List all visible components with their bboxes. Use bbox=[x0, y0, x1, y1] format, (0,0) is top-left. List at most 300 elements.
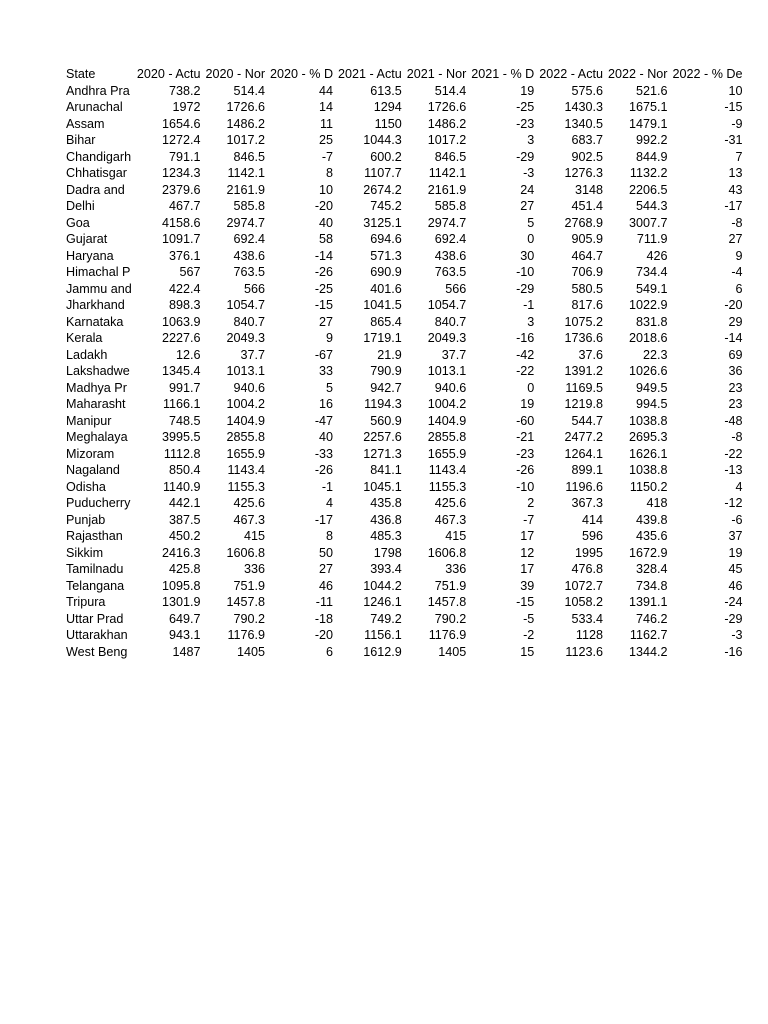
value-cell[interactable]: 1017.2 bbox=[226, 133, 266, 147]
value-cell[interactable]: 566 bbox=[445, 281, 467, 296]
value-cell[interactable]: -47 bbox=[314, 413, 334, 428]
value-cell[interactable]: 15 bbox=[520, 644, 535, 659]
value-cell[interactable]: 9 bbox=[326, 331, 334, 345]
state-cell[interactable]: Jharkhand bbox=[66, 298, 125, 312]
value-cell[interactable]: 39 bbox=[520, 578, 535, 593]
value-cell[interactable]: 376.1 bbox=[169, 248, 201, 263]
value-cell[interactable]: 613.5 bbox=[370, 83, 402, 98]
value-cell[interactable]: 1196.6 bbox=[565, 479, 603, 494]
value-cell[interactable]: 393.4 bbox=[370, 562, 402, 576]
value-cell[interactable]: 790.9 bbox=[370, 364, 402, 378]
value-cell[interactable]: 1654.6 bbox=[162, 116, 201, 131]
value-cell[interactable]: 840.7 bbox=[434, 314, 467, 329]
value-cell[interactable]: 387.5 bbox=[169, 512, 201, 527]
value-cell[interactable]: 846.5 bbox=[434, 149, 467, 164]
value-cell[interactable]: -23 bbox=[516, 446, 535, 461]
value-cell[interactable]: 1194.3 bbox=[364, 397, 402, 411]
value-cell[interactable]: 1345.4 bbox=[162, 364, 201, 378]
value-cell[interactable]: 435.6 bbox=[636, 529, 668, 543]
state-cell[interactable]: Arunachal bbox=[66, 100, 123, 114]
value-cell[interactable]: 790.2 bbox=[434, 611, 467, 626]
value-cell[interactable]: 27 bbox=[319, 562, 334, 576]
value-cell[interactable]: 9 bbox=[735, 248, 743, 263]
value-cell[interactable]: 1107.7 bbox=[364, 166, 402, 180]
value-cell[interactable]: 0 bbox=[527, 380, 535, 395]
column-header[interactable]: 2021 - Actu bbox=[338, 67, 402, 81]
value-cell[interactable]: 12.6 bbox=[176, 347, 201, 362]
state-cell[interactable]: Punjab bbox=[66, 512, 106, 527]
state-cell[interactable]: Mizoram bbox=[66, 446, 115, 461]
value-cell[interactable]: -67 bbox=[314, 347, 334, 362]
value-cell[interactable]: 467.3 bbox=[434, 512, 467, 527]
state-cell[interactable]: Telangana bbox=[66, 578, 125, 593]
value-cell[interactable]: 1798 bbox=[373, 545, 402, 560]
state-cell[interactable]: Andhra Pra bbox=[66, 83, 130, 98]
value-cell[interactable]: 5 bbox=[527, 215, 535, 230]
value-cell[interactable]: 2227.6 bbox=[162, 331, 201, 345]
state-cell[interactable]: Manipur bbox=[66, 413, 112, 428]
value-cell[interactable]: 425.6 bbox=[434, 496, 467, 510]
value-cell[interactable]: 817.6 bbox=[571, 298, 603, 312]
value-cell[interactable]: 840.7 bbox=[233, 314, 266, 329]
value-cell[interactable]: 1457.8 bbox=[226, 595, 266, 609]
value-cell[interactable]: 1112.8 bbox=[163, 446, 201, 461]
value-cell[interactable]: 514.4 bbox=[434, 83, 467, 98]
value-cell[interactable]: 560.9 bbox=[370, 413, 402, 428]
value-cell[interactable]: 991.7 bbox=[169, 380, 201, 395]
value-cell[interactable]: 37.7 bbox=[240, 347, 266, 362]
value-cell[interactable]: 1405 bbox=[438, 644, 467, 659]
value-cell[interactable]: 6 bbox=[735, 281, 743, 296]
column-header[interactable]: 2020 - Nor bbox=[205, 67, 266, 81]
value-cell[interactable]: 580.5 bbox=[571, 281, 603, 296]
value-cell[interactable]: 994.5 bbox=[636, 397, 668, 411]
value-cell[interactable]: 1140.9 bbox=[162, 479, 201, 494]
value-cell[interactable]: 3148 bbox=[574, 182, 603, 197]
value-cell[interactable]: -6 bbox=[731, 512, 743, 527]
value-cell[interactable]: 763.5 bbox=[233, 265, 266, 279]
value-cell[interactable]: 2674.2 bbox=[363, 182, 402, 197]
value-cell[interactable]: 40 bbox=[319, 215, 334, 230]
value-cell[interactable]: 2974.7 bbox=[226, 215, 266, 230]
value-cell[interactable]: 1655.9 bbox=[226, 446, 266, 461]
value-cell[interactable]: 992.2 bbox=[636, 133, 668, 147]
value-cell[interactable]: 1143.4 bbox=[227, 463, 266, 477]
value-cell[interactable]: 8 bbox=[326, 529, 334, 543]
value-cell[interactable]: 1675.1 bbox=[628, 100, 668, 114]
value-cell[interactable]: 19 bbox=[520, 397, 535, 411]
value-cell[interactable]: 485.3 bbox=[370, 529, 402, 543]
value-cell[interactable]: 40 bbox=[319, 430, 334, 444]
value-cell[interactable]: 1264.1 bbox=[564, 446, 603, 461]
value-cell[interactable]: 438.6 bbox=[434, 248, 467, 263]
value-cell[interactable]: 436.8 bbox=[370, 512, 402, 527]
state-cell[interactable]: Delhi bbox=[66, 199, 95, 213]
value-cell[interactable]: -16 bbox=[724, 644, 743, 659]
value-cell[interactable]: -14 bbox=[724, 331, 743, 345]
value-cell[interactable]: -1 bbox=[321, 479, 334, 494]
value-cell[interactable]: 2161.9 bbox=[226, 182, 266, 197]
column-header[interactable]: 2022 - % De bbox=[672, 67, 743, 81]
value-cell[interactable]: 1487 bbox=[172, 644, 201, 659]
value-cell[interactable]: 450.2 bbox=[169, 529, 201, 543]
value-cell[interactable]: 2477.2 bbox=[564, 430, 603, 444]
value-cell[interactable]: 3995.5 bbox=[162, 430, 201, 444]
value-cell[interactable]: -24 bbox=[724, 595, 743, 609]
value-cell[interactable]: 2049.3 bbox=[226, 331, 266, 345]
value-cell[interactable]: 12 bbox=[520, 545, 535, 560]
value-cell[interactable]: 940.6 bbox=[233, 380, 266, 395]
value-cell[interactable]: 1095.8 bbox=[162, 578, 201, 593]
value-cell[interactable]: 1672.9 bbox=[628, 545, 668, 560]
column-header[interactable]: 2021 - Nor bbox=[406, 67, 467, 81]
value-cell[interactable]: -7 bbox=[321, 149, 334, 164]
state-cell[interactable]: Goa bbox=[66, 215, 90, 230]
value-cell[interactable]: 422.4 bbox=[169, 281, 201, 296]
value-cell[interactable]: -9 bbox=[731, 116, 743, 131]
value-cell[interactable]: 1219.8 bbox=[564, 397, 603, 411]
value-cell[interactable]: 69 bbox=[728, 347, 743, 362]
value-cell[interactable]: 2379.6 bbox=[162, 182, 201, 197]
value-cell[interactable]: 1272.4 bbox=[162, 133, 201, 147]
value-cell[interactable]: 2 bbox=[527, 496, 535, 510]
value-cell[interactable]: 2695.3 bbox=[628, 430, 668, 444]
value-cell[interactable]: 8 bbox=[326, 166, 334, 180]
value-cell[interactable]: 1430.3 bbox=[564, 100, 603, 114]
value-cell[interactable]: -25 bbox=[314, 281, 334, 296]
value-cell[interactable]: 3 bbox=[527, 314, 535, 329]
value-cell[interactable]: 1344.2 bbox=[628, 644, 668, 659]
value-cell[interactable]: 1271.3 bbox=[363, 446, 402, 461]
value-cell[interactable]: 1736.6 bbox=[564, 331, 603, 345]
value-cell[interactable]: 706.9 bbox=[571, 265, 603, 279]
value-cell[interactable]: 1155.3 bbox=[227, 479, 266, 494]
value-cell[interactable]: 23 bbox=[728, 397, 743, 411]
value-cell[interactable]: 1013.1 bbox=[226, 364, 266, 378]
value-cell[interactable]: 2049.3 bbox=[427, 331, 467, 345]
value-cell[interactable]: 1004.2 bbox=[427, 397, 467, 411]
state-cell[interactable]: Chhatisgar bbox=[66, 166, 127, 180]
state-cell[interactable]: Maharasht bbox=[66, 397, 126, 411]
value-cell[interactable]: 585.8 bbox=[233, 199, 266, 213]
value-cell[interactable]: 467.3 bbox=[233, 512, 266, 527]
column-header[interactable]: 2022 - Actu bbox=[539, 67, 603, 81]
value-cell[interactable]: -20 bbox=[314, 628, 334, 642]
value-cell[interactable]: -5 bbox=[523, 611, 535, 626]
value-cell[interactable]: -13 bbox=[724, 463, 743, 477]
value-cell[interactable]: 1176.9 bbox=[227, 628, 266, 642]
state-cell[interactable]: Dadra and bbox=[66, 182, 125, 197]
state-cell[interactable]: Uttar Prad bbox=[66, 611, 124, 626]
value-cell[interactable]: 533.4 bbox=[571, 611, 603, 626]
value-cell[interactable]: 29 bbox=[728, 314, 743, 329]
value-cell[interactable]: 1072.7 bbox=[564, 578, 603, 593]
state-cell[interactable]: Haryana bbox=[66, 248, 114, 263]
value-cell[interactable]: 415 bbox=[244, 529, 266, 543]
value-cell[interactable]: 22.3 bbox=[643, 347, 668, 362]
state-cell[interactable]: Puducherry bbox=[66, 496, 131, 510]
state-cell[interactable]: Sikkim bbox=[66, 545, 104, 560]
value-cell[interactable]: 1044.3 bbox=[363, 133, 402, 147]
value-cell[interactable]: 467.7 bbox=[169, 199, 201, 213]
value-cell[interactable]: -12 bbox=[724, 496, 743, 510]
value-cell[interactable]: 14 bbox=[319, 100, 334, 114]
value-cell[interactable]: 19 bbox=[520, 83, 535, 98]
value-cell[interactable]: -29 bbox=[516, 281, 535, 296]
column-header[interactable]: 2020 - Actu bbox=[136, 67, 201, 81]
value-cell[interactable]: -22 bbox=[516, 364, 535, 378]
value-cell[interactable]: 1457.8 bbox=[427, 595, 467, 609]
value-cell[interactable]: 899.1 bbox=[571, 463, 603, 477]
value-cell[interactable]: 746.2 bbox=[636, 611, 668, 626]
value-cell[interactable]: 1162.7 bbox=[629, 628, 668, 642]
value-cell[interactable]: 328.4 bbox=[636, 562, 668, 576]
value-cell[interactable]: 575.6 bbox=[571, 83, 603, 98]
value-cell[interactable]: 905.9 bbox=[571, 232, 603, 246]
value-cell[interactable]: 844.9 bbox=[636, 149, 668, 164]
value-cell[interactable]: 585.8 bbox=[434, 199, 467, 213]
value-cell[interactable]: 37.7 bbox=[441, 347, 467, 362]
value-cell[interactable]: 649.7 bbox=[169, 611, 201, 626]
value-cell[interactable]: 2855.8 bbox=[427, 430, 467, 444]
value-cell[interactable]: 831.8 bbox=[636, 314, 668, 329]
value-cell[interactable]: 683.7 bbox=[571, 133, 603, 147]
state-cell[interactable]: Odisha bbox=[66, 479, 106, 494]
state-cell[interactable]: Rajasthan bbox=[66, 529, 123, 543]
value-cell[interactable]: -60 bbox=[516, 413, 535, 428]
column-header[interactable]: 2022 - Nor bbox=[608, 67, 668, 81]
value-cell[interactable]: 1404.9 bbox=[226, 413, 266, 428]
state-cell[interactable]: Assam bbox=[66, 116, 105, 131]
state-cell[interactable]: Kerala bbox=[66, 331, 103, 345]
value-cell[interactable]: 749.2 bbox=[370, 611, 402, 626]
value-cell[interactable]: 1486.2 bbox=[427, 116, 467, 131]
value-cell[interactable]: 6 bbox=[326, 644, 334, 659]
value-cell[interactable]: 1726.6 bbox=[427, 100, 467, 114]
value-cell[interactable]: -7 bbox=[523, 512, 535, 527]
value-cell[interactable]: -10 bbox=[516, 479, 535, 494]
value-cell[interactable]: 1022.9 bbox=[628, 298, 668, 312]
value-cell[interactable]: -15 bbox=[724, 100, 743, 114]
value-cell[interactable]: 58 bbox=[319, 232, 334, 246]
value-cell[interactable]: 37 bbox=[728, 529, 743, 543]
value-cell[interactable]: 1606.8 bbox=[226, 545, 266, 560]
value-cell[interactable]: 692.4 bbox=[434, 232, 467, 246]
state-cell[interactable]: Gujarat bbox=[66, 232, 108, 246]
value-cell[interactable]: 898.3 bbox=[169, 298, 201, 312]
value-cell[interactable]: 1972 bbox=[172, 100, 201, 114]
value-cell[interactable]: 1091.7 bbox=[162, 232, 201, 246]
value-cell[interactable]: 442.1 bbox=[169, 496, 201, 510]
value-cell[interactable]: 2161.9 bbox=[427, 182, 467, 197]
value-cell[interactable]: 692.4 bbox=[233, 232, 266, 246]
value-cell[interactable]: -8 bbox=[731, 215, 743, 230]
value-cell[interactable]: 1075.2 bbox=[564, 314, 603, 329]
value-cell[interactable]: 2018.6 bbox=[628, 331, 668, 345]
value-cell[interactable]: 790.2 bbox=[233, 611, 266, 626]
value-cell[interactable]: 1142.1 bbox=[227, 166, 266, 180]
value-cell[interactable]: 36 bbox=[728, 364, 743, 378]
value-cell[interactable]: 439.8 bbox=[636, 512, 668, 527]
value-cell[interactable]: 566 bbox=[244, 281, 266, 296]
value-cell[interactable]: -15 bbox=[314, 298, 334, 312]
value-cell[interactable]: 1063.9 bbox=[162, 314, 201, 329]
value-cell[interactable]: 943.1 bbox=[169, 628, 201, 642]
value-cell[interactable]: 401.6 bbox=[370, 281, 402, 296]
value-cell[interactable]: 1013.1 bbox=[427, 364, 467, 378]
value-cell[interactable]: 426 bbox=[646, 248, 668, 263]
value-cell[interactable]: -48 bbox=[724, 413, 743, 428]
value-cell[interactable]: 942.7 bbox=[370, 380, 402, 395]
value-cell[interactable]: 2974.7 bbox=[427, 215, 467, 230]
value-cell[interactable]: 25 bbox=[319, 133, 334, 147]
value-cell[interactable]: 1405 bbox=[237, 644, 266, 659]
value-cell[interactable]: -3 bbox=[731, 628, 743, 642]
value-cell[interactable]: 336 bbox=[445, 562, 467, 576]
value-cell[interactable]: 19 bbox=[728, 545, 743, 560]
value-cell[interactable]: 1276.3 bbox=[564, 166, 603, 180]
value-cell[interactable]: 1391.1 bbox=[628, 595, 668, 609]
value-cell[interactable]: 544.7 bbox=[571, 413, 603, 428]
value-cell[interactable]: -2 bbox=[523, 628, 535, 642]
value-cell[interactable]: 30 bbox=[520, 248, 535, 263]
value-cell[interactable]: 1143.4 bbox=[428, 463, 467, 477]
value-cell[interactable]: 1479.1 bbox=[628, 116, 668, 131]
value-cell[interactable]: -14 bbox=[314, 248, 334, 263]
state-cell[interactable]: Nagaland bbox=[66, 463, 120, 477]
value-cell[interactable]: 1045.1 bbox=[363, 479, 402, 494]
value-cell[interactable]: 4 bbox=[735, 479, 743, 494]
value-cell[interactable]: 600.2 bbox=[370, 149, 402, 164]
value-cell[interactable]: -18 bbox=[314, 611, 334, 626]
value-cell[interactable]: -26 bbox=[516, 463, 535, 477]
value-cell[interactable]: 3125.1 bbox=[363, 215, 402, 230]
value-cell[interactable]: 425.6 bbox=[233, 496, 266, 510]
state-cell[interactable]: Karnataka bbox=[66, 314, 124, 329]
value-cell[interactable]: 10 bbox=[319, 182, 334, 197]
value-cell[interactable]: 44 bbox=[319, 83, 334, 98]
value-cell[interactable]: -11 bbox=[315, 595, 334, 609]
value-cell[interactable]: 1294 bbox=[373, 100, 402, 114]
value-cell[interactable]: 476.8 bbox=[571, 562, 603, 576]
value-cell[interactable]: -20 bbox=[314, 199, 334, 213]
value-cell[interactable]: -29 bbox=[724, 611, 743, 626]
column-header[interactable]: State bbox=[66, 67, 96, 81]
value-cell[interactable]: -22 bbox=[724, 446, 743, 461]
value-cell[interactable]: 415 bbox=[445, 529, 467, 543]
value-cell[interactable]: 0 bbox=[527, 232, 535, 246]
value-cell[interactable]: 1606.8 bbox=[427, 545, 467, 560]
value-cell[interactable]: 1612.9 bbox=[363, 644, 402, 659]
value-cell[interactable]: 1301.9 bbox=[162, 595, 201, 609]
value-cell[interactable]: 2855.8 bbox=[226, 430, 266, 444]
state-cell[interactable]: Tamilnadu bbox=[66, 562, 124, 576]
value-cell[interactable]: -10 bbox=[516, 265, 535, 279]
value-cell[interactable]: 751.9 bbox=[233, 578, 266, 593]
value-cell[interactable]: 451.4 bbox=[571, 199, 603, 213]
value-cell[interactable]: 1150.2 bbox=[629, 479, 668, 494]
value-cell[interactable]: 3007.7 bbox=[628, 215, 668, 230]
state-cell[interactable]: Uttarakhan bbox=[66, 628, 128, 642]
state-cell[interactable]: Ladakh bbox=[66, 347, 108, 362]
value-cell[interactable]: 367.3 bbox=[571, 496, 603, 510]
state-cell[interactable]: Tripura bbox=[66, 595, 106, 609]
value-cell[interactable]: -23 bbox=[516, 116, 535, 131]
value-cell[interactable]: 763.5 bbox=[434, 265, 467, 279]
value-cell[interactable]: 43 bbox=[728, 182, 743, 197]
value-cell[interactable]: -15 bbox=[516, 595, 535, 609]
value-cell[interactable]: 21.9 bbox=[377, 347, 402, 362]
value-cell[interactable]: 1038.8 bbox=[628, 463, 668, 477]
value-cell[interactable]: 748.5 bbox=[169, 413, 201, 428]
value-cell[interactable]: 7 bbox=[735, 149, 743, 164]
value-cell[interactable]: 1234.3 bbox=[162, 166, 201, 180]
value-cell[interactable]: 414 bbox=[581, 512, 603, 527]
value-cell[interactable]: -17 bbox=[314, 512, 334, 527]
value-cell[interactable]: 544.3 bbox=[636, 199, 668, 213]
value-cell[interactable]: 1486.2 bbox=[226, 116, 266, 131]
column-header[interactable]: 2021 - % D bbox=[471, 67, 535, 81]
value-cell[interactable]: 791.1 bbox=[169, 149, 201, 164]
value-cell[interactable]: 949.5 bbox=[636, 380, 668, 395]
value-cell[interactable]: 1995 bbox=[574, 545, 603, 560]
value-cell[interactable]: 24 bbox=[520, 182, 535, 197]
value-cell[interactable]: 33 bbox=[319, 364, 334, 378]
value-cell[interactable]: 1054.7 bbox=[226, 298, 266, 312]
value-cell[interactable]: -17 bbox=[724, 199, 743, 213]
value-cell[interactable]: 435.8 bbox=[370, 496, 402, 510]
state-cell[interactable]: Chandigarh bbox=[66, 149, 132, 164]
state-cell[interactable]: Madhya Pr bbox=[66, 380, 127, 395]
value-cell[interactable]: 418 bbox=[646, 496, 668, 510]
value-cell[interactable]: 45 bbox=[728, 562, 743, 576]
value-cell[interactable]: 1719.1 bbox=[363, 331, 402, 345]
value-cell[interactable]: 751.9 bbox=[434, 578, 467, 593]
value-cell[interactable]: 745.2 bbox=[370, 199, 402, 213]
value-cell[interactable]: 1142.1 bbox=[428, 166, 467, 180]
value-cell[interactable]: -42 bbox=[516, 347, 535, 362]
value-cell[interactable]: -20 bbox=[724, 298, 743, 312]
value-cell[interactable]: 850.4 bbox=[169, 463, 201, 477]
value-cell[interactable]: 336 bbox=[244, 562, 266, 576]
value-cell[interactable]: 17 bbox=[520, 562, 535, 576]
value-cell[interactable]: 5 bbox=[326, 380, 334, 395]
value-cell[interactable]: 438.6 bbox=[233, 248, 266, 263]
value-cell[interactable]: 734.8 bbox=[636, 578, 668, 593]
state-cell[interactable]: Bihar bbox=[66, 133, 96, 147]
state-cell[interactable]: Himachal P bbox=[66, 265, 131, 279]
value-cell[interactable]: 4158.6 bbox=[162, 215, 201, 230]
value-cell[interactable]: 27 bbox=[319, 314, 334, 329]
value-cell[interactable]: 2257.6 bbox=[363, 430, 402, 444]
value-cell[interactable]: 46 bbox=[728, 578, 743, 593]
value-cell[interactable]: 1128 bbox=[575, 628, 603, 642]
value-cell[interactable]: -16 bbox=[516, 331, 535, 345]
value-cell[interactable]: 571.3 bbox=[370, 248, 402, 263]
value-cell[interactable]: 2768.9 bbox=[564, 215, 603, 230]
value-cell[interactable]: -31 bbox=[724, 133, 743, 147]
value-cell[interactable]: 521.6 bbox=[636, 83, 668, 98]
state-cell[interactable]: Lakshadwe bbox=[66, 364, 130, 378]
value-cell[interactable]: 11 bbox=[319, 116, 334, 131]
value-cell[interactable]: -29 bbox=[516, 149, 535, 164]
value-cell[interactable]: 1058.2 bbox=[564, 595, 603, 609]
value-cell[interactable]: 23 bbox=[728, 380, 743, 395]
value-cell[interactable]: 694.6 bbox=[370, 232, 402, 246]
value-cell[interactable]: 1150 bbox=[374, 116, 402, 131]
value-cell[interactable]: -33 bbox=[314, 446, 334, 461]
state-cell[interactable]: Jammu and bbox=[66, 281, 132, 296]
